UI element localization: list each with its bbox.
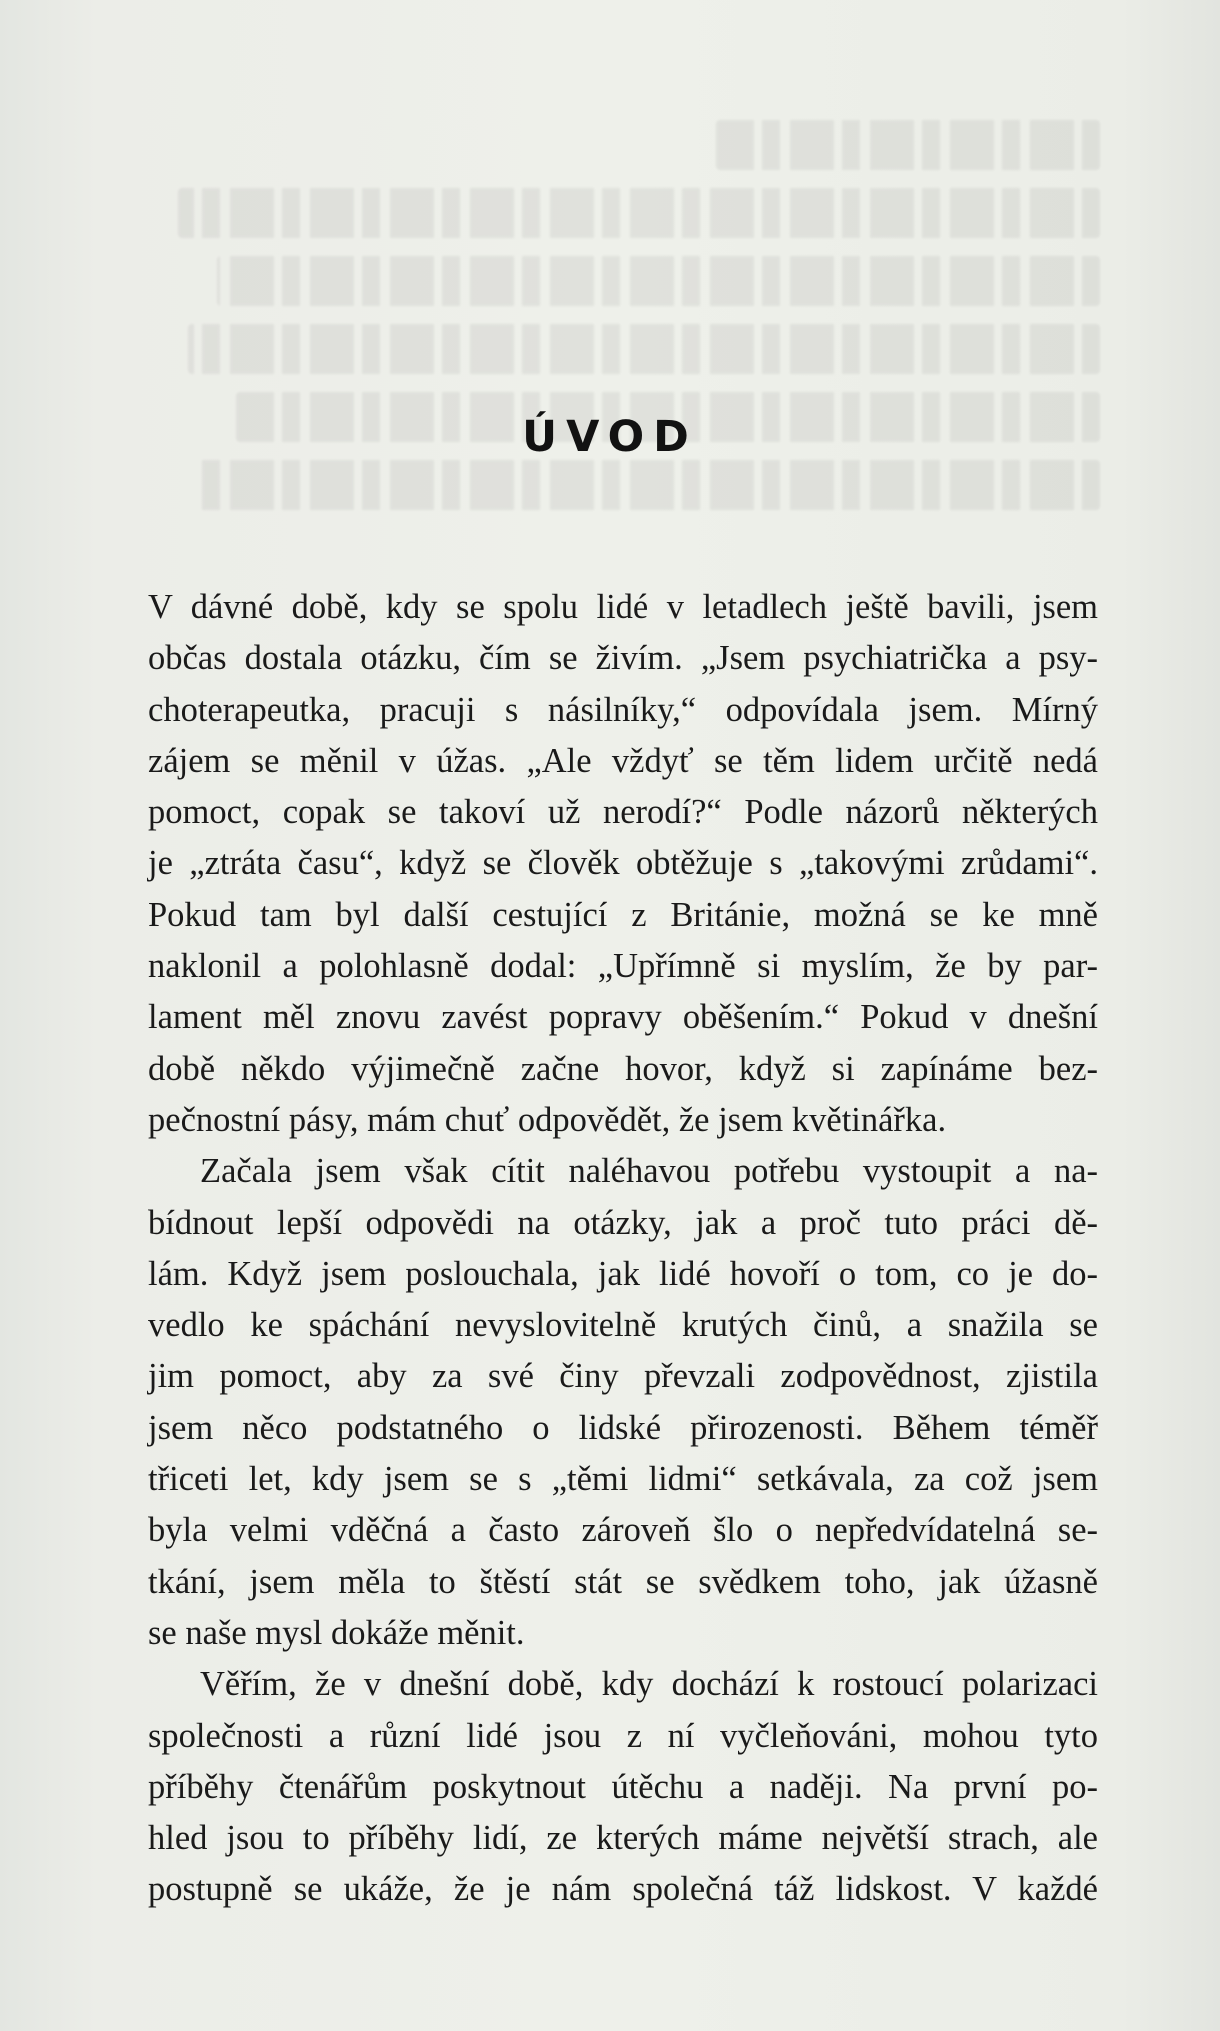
chapter-body	[148, 582, 1098, 1916]
paragraph-2	[148, 1146, 1098, 1659]
text-line: je „ztráta času“, když se člověk obtěžuje s „takovými zrůdami“.	[148, 844, 1098, 883]
text-line: bídnout lepší odpovědi na otázky, jak a proč tuto práci dě-	[148, 1203, 1098, 1242]
text-line: příběhy čtenářům poskytnout útěchu a naději. Na první po-	[148, 1767, 1098, 1806]
text-line: lament měl znovu zavést popravy oběšením.“ Pokud v dnešní	[148, 998, 1098, 1037]
text-line: lám. Když jsem poslouchala, jak lidé hovoří o tom, co je do-	[148, 1254, 1098, 1293]
text-line: třiceti let, kdy jsem se s „těmi lidmi“ setkávala, za což jsem	[148, 1460, 1098, 1499]
paragraph-1	[148, 582, 1098, 1146]
reverse-page-show-through	[140, 120, 1100, 528]
text-line: naklonil a polohlasně dodal: „Upřímně si myslím, že by par-	[148, 947, 1098, 986]
text-line: Pokud tam byl další cestující z Británie, možná se ke mně	[148, 895, 1098, 934]
text-line: byla velmi vděčná a často zároveň šlo o nepředvídatelná se-	[148, 1511, 1098, 1550]
text-line: Věřím, že v dnešní době, kdy dochází k rostoucí polarizaci	[200, 1665, 1098, 1704]
text-line: jim pomoct, aby za své činy převzali zodpovědnost, zjistila	[148, 1357, 1098, 1396]
paragraph-3	[148, 1659, 1098, 1915]
text-line: pečnostní pásy, mám chuť odpovědět, že jsem květinářka.	[148, 1100, 947, 1139]
chapter-heading: ÚVOD	[522, 412, 698, 462]
text-line: společnosti a různí lidé jsou z ní vyčleňováni, mohou tyto	[148, 1716, 1098, 1755]
text-line: choterapeutka, pracuji s násilníky,“ odpovídala jsem. Mírný	[148, 690, 1098, 729]
text-line: tkání, jsem měla to štěstí stát se svědkem toho, jak úžasně	[148, 1562, 1098, 1601]
text-line: hled jsou to příběhy lidí, ze kterých máme největší strach, ale	[148, 1819, 1098, 1858]
text-line: pomoct, copak se takoví už nerodí?“ Podle názorů některých	[148, 793, 1098, 832]
text-line: zájem se měnil v úžas. „Ale vždyť se těm lidem určitě nedá	[148, 741, 1098, 780]
text-line: V dávné době, kdy se spolu lidé v letadlech ještě bavili, jsem	[148, 588, 1098, 626]
text-line: postupně se ukáže, že je nám společná táž lidskost. V každé	[148, 1870, 1098, 1909]
text-line: občas dostala otázku, čím se živím. „Jsem psychiatrička a psy-	[148, 639, 1098, 678]
text-line: době někdo výjimečně začne hovor, když si zapínáme bez-	[148, 1049, 1098, 1088]
text-line: jsem něco podstatného o lidské přirozenosti. Během téměř	[148, 1408, 1098, 1447]
text-line: vedlo ke spáchání nevyslovitelně krutých činů, a snažila se	[148, 1306, 1098, 1345]
text-line: Začala jsem však cítit naléhavou potřebu vystoupit a na-	[200, 1152, 1098, 1191]
text-line: se naše mysl dokáže měnit.	[148, 1613, 525, 1652]
